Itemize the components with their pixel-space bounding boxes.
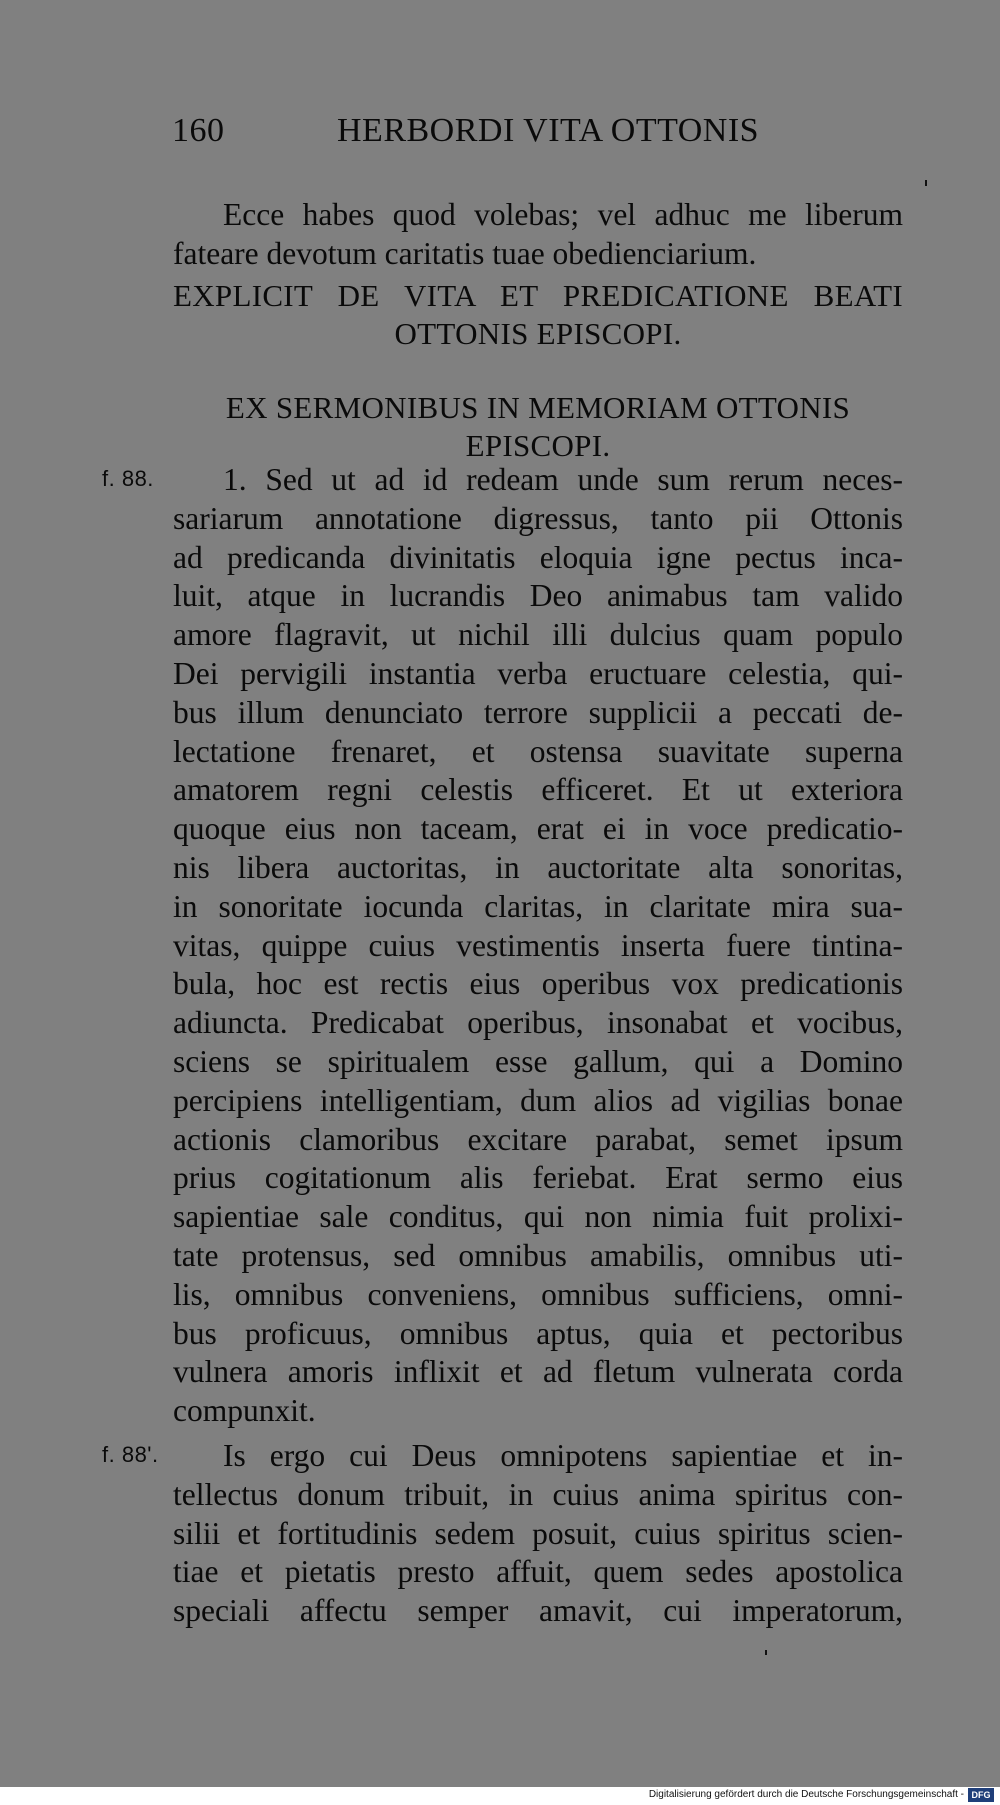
- sermon-heading-line: EPISCOPI.: [465, 428, 611, 463]
- text-line: amore flagravit, ut nichil illi dulcius quam populo: [173, 617, 903, 653]
- text-line: bus proficuus, omnibus aptus, quia et pectoribus: [173, 1315, 903, 1351]
- intro-text: [173, 196, 903, 274]
- text-line: tiae et pietatis presto affuit, quem sedes apostolica: [173, 1554, 903, 1590]
- text-line: nis libera auctoritas, in auctoritate alta sonoritas,: [173, 849, 903, 885]
- text-line: lis, omnibus conveniens, omnibus sufficiens, omni-: [173, 1276, 903, 1312]
- dfg-logo: DFG: [968, 1788, 994, 1802]
- text-line: in sonoritate iocunda claritas, in claritate mira sua-: [173, 888, 903, 924]
- text-line: vitas, quippe cuius vestimentis inserta fuere tintina-: [173, 927, 903, 963]
- intro-line: Ecce habes quod volebas; vel adhuc me liberum: [223, 197, 903, 232]
- page-number: 160: [172, 112, 225, 149]
- text-line: Is ergo cui Deus omnipotens sapientiae et in-: [223, 1438, 903, 1473]
- text-line: sariarum annotatione digressus, tanto pii Ottonis: [173, 500, 903, 536]
- text-line: luit, atque in lucrandis Deo animabus tam valido: [173, 578, 903, 614]
- text-line: 1. Sed ut ad id redeam unde sum rerum neces-: [223, 462, 903, 497]
- marginal-folio-note: f. 88'.: [102, 1442, 159, 1467]
- text-line: actionis clamoribus excitare parabat, semet ipsum: [173, 1121, 903, 1157]
- scan-speck: [925, 180, 927, 186]
- text-line: percipiens intelligentiam, dum alios ad vigilias bonae: [173, 1082, 903, 1118]
- paragraph-1: [173, 461, 903, 1431]
- sermon-heading: [173, 389, 903, 465]
- sermon-heading-line: EX SERMONIBUS IN MEMORIAM OTTONIS: [225, 390, 851, 425]
- text-line: compunxit.: [173, 1393, 316, 1429]
- explicit-heading-line: EXPLICIT DE VITA ET PREDICATIONE BEATI: [173, 278, 903, 313]
- scan-speck: [765, 1650, 767, 1655]
- funding-credit: Digitalisierung gefördert durch die Deutsche Forschungsgemeinschaft -: [648, 1789, 964, 1800]
- explicit-heading: [173, 277, 903, 353]
- text-line: quoque eius non taceam, erat ei in voce predicatio-: [173, 811, 903, 847]
- explicit-heading-line: OTTONIS EPISCOPI.: [394, 316, 682, 351]
- text-line: tate protensus, sed omnibus amabilis, omnibus uti-: [173, 1237, 903, 1273]
- text-line: bula, hoc est rectis eius operibus vox predicationis: [173, 966, 903, 1002]
- text-line: sapientiae sale conditus, qui non nimia fuit prolixi-: [173, 1199, 903, 1235]
- intro-line: fateare devotum caritatis tuae obedienciarium.: [173, 235, 757, 271]
- paragraph-2: [173, 1437, 903, 1631]
- running-title: HERBORDI VITA OTTONIS: [337, 112, 760, 149]
- text-line: vulnera amoris inflixit et ad fletum vulnerata corda: [173, 1354, 903, 1390]
- text-line: amatorem regni celestis efficeret. Et ut exteriora: [173, 772, 903, 808]
- text-line: lectatione frenaret, et ostensa suavitate superna: [173, 733, 903, 769]
- text-line: sciens se spiritualem esse gallum, qui a Domino: [173, 1043, 903, 1079]
- text-line: speciali affectu semper amavit, cui imperatorum,: [173, 1593, 903, 1629]
- text-line: prius cogitationum alis feriebat. Erat sermo eius: [173, 1160, 903, 1196]
- marginal-folio-note: f. 88.: [102, 466, 154, 491]
- page-header: [172, 112, 760, 156]
- text-line: Dei pervigili instantia verba eructuare celestia, qui-: [173, 655, 903, 691]
- text-line: tellectus donum tribuit, in cuius anima spiritus con-: [173, 1476, 903, 1512]
- text-line: bus illum denunciato terrore supplicii a peccati de-: [173, 694, 903, 730]
- text-line: ad predicanda divinitatis eloquia igne pectus inca-: [173, 539, 903, 575]
- text-line: adiuncta. Predicabat operibus, insonabat et vocibus,: [173, 1005, 903, 1041]
- text-line: silii et fortitudinis sedem posuit, cuius spiritus scien-: [173, 1515, 903, 1551]
